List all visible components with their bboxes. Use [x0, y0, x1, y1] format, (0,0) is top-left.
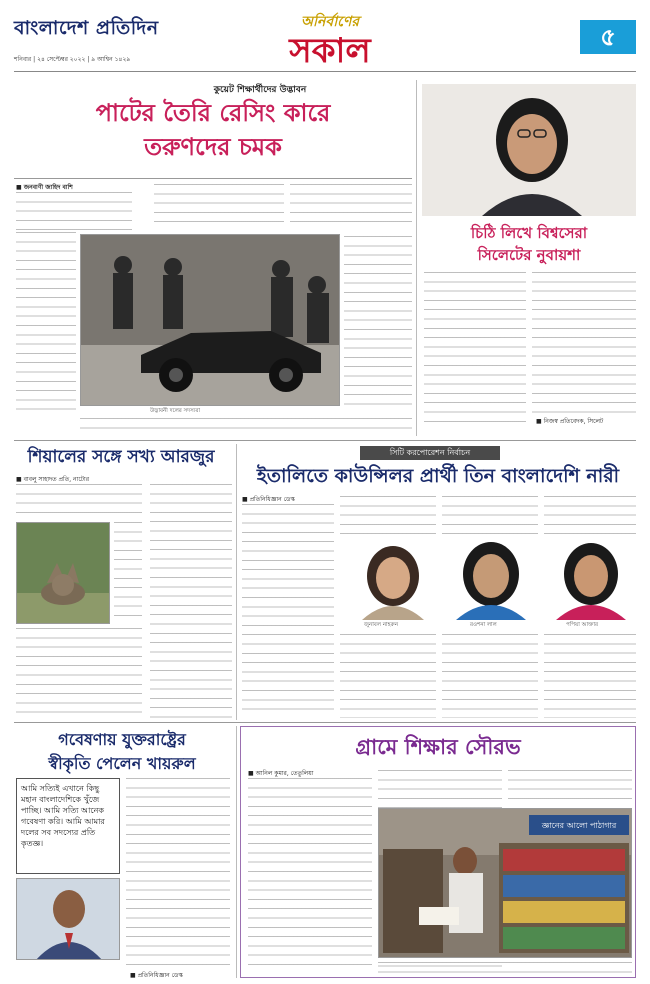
dateline: শনিবার | ২৪ সেপ্টেম্বর ২০২২ | ৯ আশ্বিন ১৪২৯	[14, 56, 131, 63]
story3-text-col1c	[16, 628, 142, 718]
story6-byline: ■ আনিল কুমার, তেতুলিয়া	[248, 770, 314, 777]
story5-headline-line1: গবেষণায় যুক্তরাষ্ট্রের	[58, 730, 186, 749]
story4-text-col1	[242, 504, 334, 718]
story4-byline: ■ প্রতিনিধিজ্ঞান ডেস্ক	[242, 496, 295, 503]
man-portrait-illustration	[17, 879, 120, 960]
story3-byline: ■ বাবলু সাহাদত প্রতি, নাটোর	[16, 476, 90, 483]
story1-text-col4	[344, 236, 412, 412]
story5-headline	[14, 728, 230, 776]
candidate-photo-3	[546, 538, 636, 620]
story2-headline-line2: সিলেটের নুবায়শা	[477, 246, 581, 264]
story6-text-bottom	[378, 962, 632, 974]
candidate-photo-1	[348, 542, 438, 620]
divider	[14, 722, 636, 723]
library-photo	[378, 808, 632, 958]
story1-text-col1a	[16, 192, 132, 230]
story2-byline-text: নিজস্ব প্রতিবেদক, সিলেট	[543, 418, 604, 425]
library-sign: জ্ঞানের আলো পাঠাগার	[541, 821, 617, 830]
story4-text-col4	[544, 496, 636, 536]
nubaysha-photo	[422, 84, 636, 216]
story4-text-col7	[544, 634, 636, 718]
story3-byline-text: বাবলু সাহাদত প্রতি, নাটোর	[23, 476, 90, 483]
story3-text-col1a	[16, 484, 142, 518]
girl-portrait-illustration	[422, 84, 636, 216]
story5-text-col	[126, 778, 230, 968]
divider	[416, 80, 417, 436]
story1-headline-line1: পাটের তৈরি রেসিং কারে	[95, 98, 331, 127]
racing-car-photo	[80, 234, 340, 406]
masthead	[14, 8, 636, 72]
candidate-portrait-1	[348, 542, 438, 620]
story1-text-col3	[290, 184, 412, 230]
racing-car-illustration	[81, 235, 340, 406]
story5-quote-box: আমি সত্যিই এখানে কিছু মহান বাংলাদেশিকে খুঁজে পাচ্ছি। আমি সত্যি আনেক গবেষণা করি। আমি আমার দলের সব সদস্যের প্রতি কৃতজ্ঞ।	[16, 778, 120, 874]
story2-headline	[422, 222, 636, 266]
story5-headline-line2: স্বীকৃতি পেলেন খায়রুল	[48, 754, 196, 773]
story1-byline: ■ জনবাণী জাহিদ বাশি	[16, 184, 73, 191]
divider	[236, 726, 237, 978]
supplement-top: অনির্বাণের	[300, 14, 360, 30]
story3-headline: শিয়ালের সঙ্গে সখ্য আরজুর	[27, 447, 215, 467]
story1-caption: উদ্ভাবনী দলের সদস্যরা	[150, 408, 200, 414]
candidate-photo-2	[446, 538, 536, 620]
supplement-logo	[240, 10, 420, 70]
fox-photo	[16, 522, 110, 624]
story1-byline-text: জনবাণী জাহিদ বাশি	[23, 184, 73, 191]
candidate-name-2: রওশনা লাল	[470, 622, 497, 628]
story4-text-col3	[442, 496, 538, 536]
library-illustration	[379, 809, 632, 958]
story1-text-bottom	[80, 418, 412, 436]
story6-byline-text: আনিল কুমার, তেতুলিয়া	[255, 770, 314, 777]
story6-headline: গ্রামে শিক্ষার সৌরভ	[355, 734, 521, 759]
fox-illustration	[17, 523, 110, 624]
story2-byline: ■ নিজস্ব প্রতিবেদক, সিলেট	[536, 418, 604, 425]
story3-text-col2	[150, 484, 232, 718]
story1-kicker: কুয়েট শিক্ষার্থীদের উদ্ভাবন	[213, 85, 307, 95]
divider	[14, 440, 636, 441]
divider	[236, 444, 237, 720]
story4-text-col6	[442, 634, 538, 718]
page-number: ৫	[580, 20, 636, 54]
candidate-name-1: জুনাবল নাহরুন	[364, 622, 398, 628]
story5-byline: ■ প্রতিনিধিজ্ঞান ডেস্ক	[130, 972, 183, 979]
supplement-title: সকাল	[289, 31, 371, 71]
story5-byline-text: প্রতিনিধিজ্ঞান ডেস্ক	[137, 972, 183, 979]
khairul-photo	[16, 878, 120, 960]
candidate-portrait-3	[546, 538, 636, 620]
story4-text-col2	[340, 496, 436, 536]
divider	[14, 178, 412, 179]
story1-headline	[14, 96, 412, 174]
story1-text-col1b	[16, 232, 76, 414]
story6-text-col3	[508, 770, 632, 806]
story1-headline-line2: তরুণদের চমক	[144, 132, 282, 161]
candidate-portrait-2	[446, 538, 536, 620]
story4-headline: ইতালিতে কাউন্সিলর প্রার্থী তিন বাংলাদেশি নারী	[256, 465, 620, 487]
candidate-name-3: পপিয়া আক্তার	[566, 622, 599, 628]
story4-byline-text: প্রতিনিধিজ্ঞান ডেস্ক	[249, 496, 295, 503]
story2-text-col1	[424, 272, 526, 426]
story2-text-col2	[532, 272, 636, 414]
story4-text-col5	[340, 634, 436, 718]
story4-kicker: সিটি করপোরেশন নির্বাচন	[360, 446, 500, 460]
story6-text-col1	[248, 778, 372, 972]
story1-text-col2	[154, 184, 284, 230]
story2-headline-line1: চিঠি লিখে বিশ্বসেরা	[470, 224, 588, 242]
story3-text-col1b	[114, 522, 142, 624]
paper-name: বাংলাদেশ প্রতিদিন	[14, 17, 159, 39]
